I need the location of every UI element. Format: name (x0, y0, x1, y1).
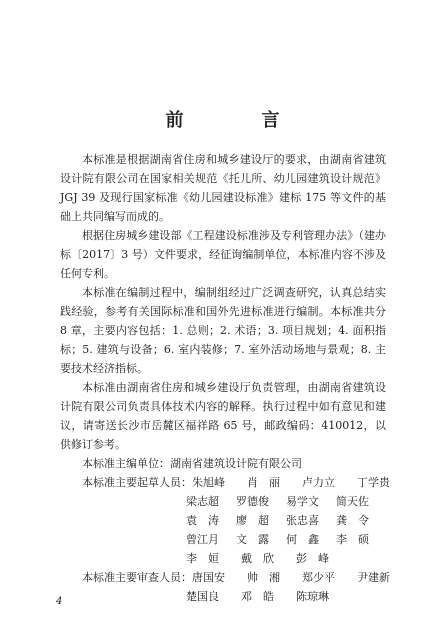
reviewers-row (60, 587, 386, 606)
reviewer-name: 帅 湘 (247, 571, 280, 584)
editor-unit-label: 本标准主编单位： (82, 457, 170, 470)
drafter-name: 罗德俊 (236, 495, 269, 508)
reviewers-section (60, 568, 390, 587)
drafter-name: 卢力立 (302, 476, 335, 489)
drafter-name: 张忠喜 (286, 514, 319, 527)
paragraph-management: 本标准由湖南省住房和城乡建设厅负责管理，由湖南省建筑设计院有限公司负责具体技术内容的解释。执行过程中如有意见和建议，请寄送长沙市岳麓区福祥路 65 号，邮政编码：410012，以供修订参考。 (60, 381, 386, 451)
reviewer-name: 尹建新 (357, 571, 390, 584)
drafter-name: 袁 涛 (186, 514, 219, 527)
drafters-row (60, 511, 386, 530)
drafter-name: 曾江月 (186, 533, 219, 546)
drafter-name: 李 姮 (186, 552, 219, 565)
drafter-name: 肖 丽 (247, 476, 280, 489)
preface-content (60, 150, 390, 606)
drafter-name: 龚 令 (336, 514, 369, 527)
drafters-row (60, 530, 386, 549)
page-title: 前 言 (165, 110, 310, 131)
drafters-row (60, 549, 386, 568)
drafters-row (60, 492, 386, 511)
paragraph-compilation: 本标准在编制过程中，编制组经过广泛调查研究，认真总结实践经验，参考有关国际标准和国外先进标准进行编制。本标准共分 8 章，主要内容包括：1. 总则；2. 术语；3. 项目规划；4. 面积指标；5. 建筑与设备；6. 室内装修；7. 室外活动场地与景观；8. 主要技术经济指标。 (60, 286, 386, 375)
drafter-name: 梁志超 (186, 495, 219, 508)
reviewers-label: 本标准主要审查人员： (82, 571, 192, 584)
drafter-name: 戴 欣 (241, 552, 274, 565)
drafter-name: 李 硕 (336, 533, 369, 546)
editor-unit-line (60, 454, 386, 473)
paragraph-standard-origin: 本标准是根据湖南省住房和城乡建设厅的要求，由湖南省建筑设计院有限公司在国家相关规范《托儿所、幼儿园建筑设计规范》JGJ 39 及现行国家标准《幼儿园建设标准》建标 175 等文件的基础上共同编写而成的。 (60, 153, 386, 223)
drafter-name: 易学文 (286, 495, 319, 508)
reviewers-row (192, 568, 412, 587)
editor-unit-value: 湖南省建筑设计院有限公司 (170, 457, 302, 470)
reviewer-name: 楚国良 (186, 590, 219, 603)
reviewer-name: 陈琼琳 (296, 590, 329, 603)
drafter-name: 何 鑫 (286, 533, 319, 546)
drafters-section (60, 473, 390, 492)
drafter-name: 简天佐 (336, 495, 369, 508)
drafter-name: 文 露 (236, 533, 269, 546)
drafter-name: 彭 峰 (296, 552, 329, 565)
drafter-name: 廖 超 (236, 514, 269, 527)
drafter-name: 朱旭峰 (192, 476, 225, 489)
reviewer-name: 唐国安 (192, 571, 225, 584)
drafter-name: 丁学贵 (357, 476, 390, 489)
reviewer-name: 郑少平 (302, 571, 335, 584)
reviewers-names (192, 568, 412, 587)
drafters-names (192, 473, 412, 492)
drafters-label: 本标准主要起草人员： (82, 476, 192, 489)
paragraph-patent-statement: 根据住房城乡建设部《工程建设标准涉及专利管理办法》（建办标〔2017〕3 号）文件要求，经征询编制单位，本标准内容不涉及任何专利。 (60, 229, 386, 280)
drafters-row (192, 473, 412, 492)
page-number: 4 (56, 596, 63, 607)
reviewer-name: 邓 皓 (241, 590, 274, 603)
